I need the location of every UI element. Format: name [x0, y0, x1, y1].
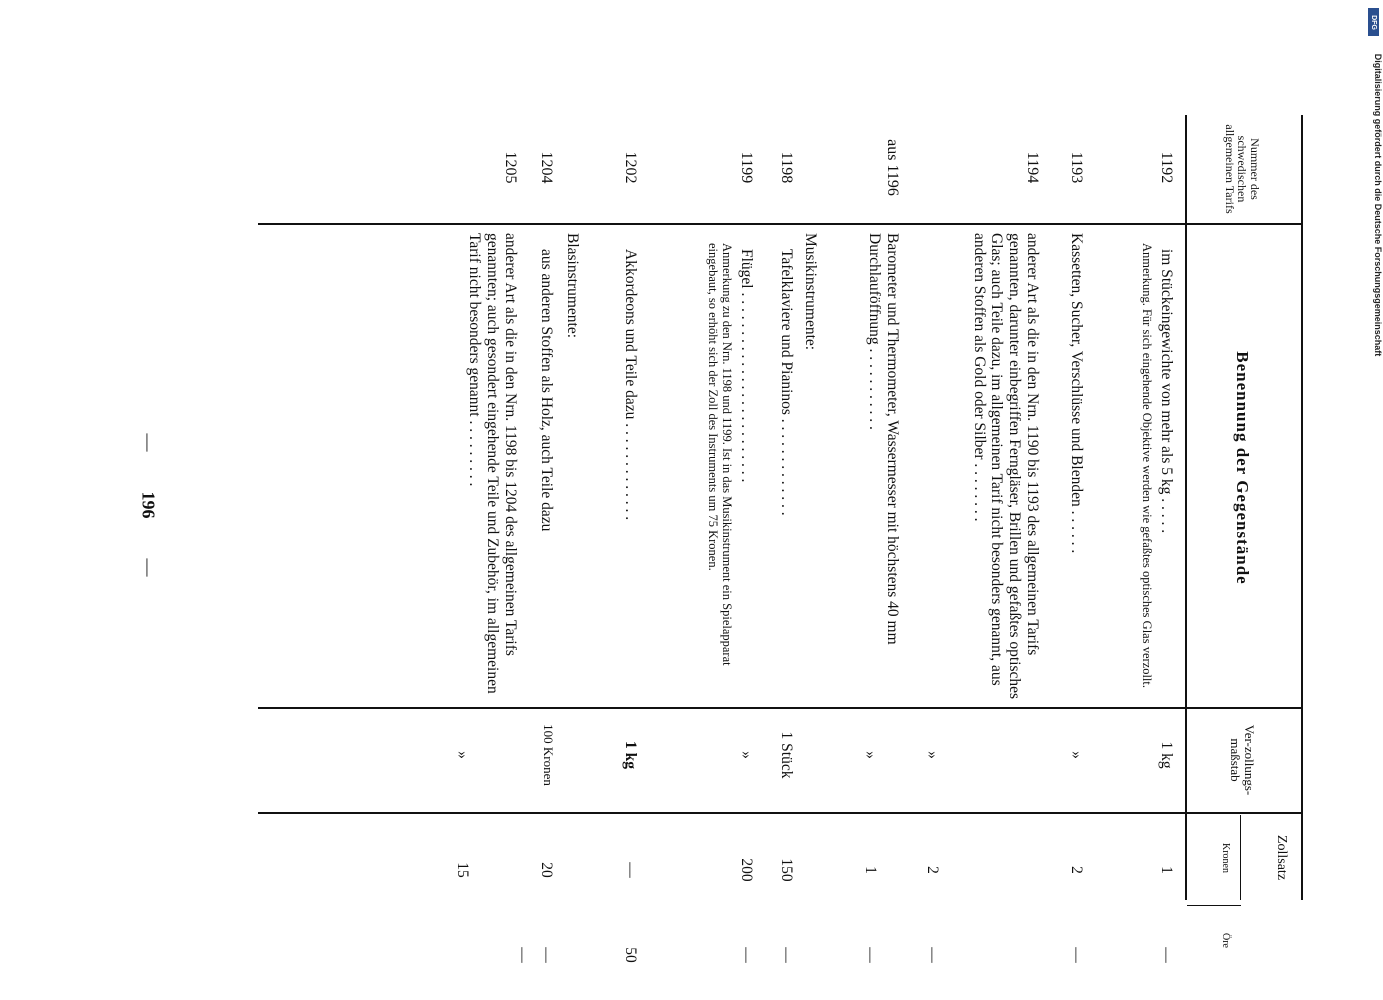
row-mass: »	[1068, 751, 1085, 759]
row-kronen: 20	[538, 862, 555, 878]
col-rule-3	[258, 812, 1303, 814]
row-desc: anderer Art als die in den Nrn. 1198 bis 1204 des allgemeinen Tarifs genannten; auch gesondert eingehende Teile und Zubehör, im allgemeinen Tarif nicht besonders genannt . . . . . . . . .	[466, 233, 519, 694]
row-note: Anmerkung. Für sich eingehende Objektive werden wie gefaßtes optisches Glas verzollt.	[1140, 243, 1155, 689]
header-dash-right: —	[138, 558, 159, 577]
row-kronen: 2	[1068, 866, 1085, 874]
row-desc	[706, 233, 755, 703]
row-mass: »	[862, 751, 879, 759]
row-desc: Barometer und Thermometer, Wassermesser mit höchstens 40 mm Durchlauföffnung . . . . . . . . . . .	[866, 233, 901, 645]
row-kronen: 2	[924, 866, 941, 874]
row-kronen: 150	[778, 858, 795, 882]
row-desc: Akkordeons und Teile dazu . . . . . . . . . . . . .	[622, 249, 639, 521]
row-mass: »	[924, 751, 941, 759]
row-note: Anmerkung zu den Nrn. 1198 und 1199. Ist in das Musikinstrument ein Spielapparat eingebaut, so erhöht sich der Zoll des Instruments um 75 Kronen.	[706, 243, 735, 666]
funding-credit: Digitalisierung gefördert durch die Deutsche Forschungsgemeinschaft	[1373, 53, 1383, 357]
row-ore: —	[514, 947, 531, 963]
header-dash-left: —	[138, 433, 159, 452]
row-nr: 1198	[778, 151, 795, 184]
row-nr: aus 1196	[884, 139, 901, 196]
row-mass: 1 kg	[622, 741, 639, 769]
row-ore: —	[538, 947, 555, 963]
row-nr: 1193	[1068, 151, 1085, 184]
page-number: 196	[138, 491, 159, 519]
row-ore: —	[738, 947, 755, 963]
row-ore: —	[924, 947, 941, 963]
row-kronen: 1	[862, 866, 879, 874]
row-nr: 1199	[738, 151, 755, 184]
row-desc: Tafelklaviere und Pianinos . . . . . . . . . . . . .	[778, 249, 795, 516]
header-zollsatz: Zollsatz	[1274, 834, 1289, 881]
header-mass: Ver-zollungs-maßstab	[1228, 724, 1257, 796]
row-nr: 1205	[502, 151, 519, 184]
row-kronen: —	[622, 862, 639, 878]
row-kronen: 15	[454, 862, 471, 878]
header-nr: Nummer des schwedischen allgemeinen Tarifs	[1222, 124, 1262, 214]
row-ore: —	[1158, 947, 1175, 963]
header-kronen: Kronen	[1220, 843, 1231, 873]
section-heading-text: Musikinstrumente:	[802, 233, 819, 351]
row-mass: 1 Stück	[778, 731, 795, 779]
row-kronen: 200	[738, 858, 755, 882]
row-ore: —	[862, 947, 879, 963]
tariff-table-rotated	[258, 115, 1303, 963]
row-desc-text: Flügel . . . . . . . . . . . . . . . . . . . . . . . . .	[738, 249, 755, 483]
row-desc	[1140, 233, 1175, 703]
row-nr: 1194	[1024, 151, 1041, 184]
row-nr: 1192	[1158, 151, 1175, 184]
dfg-logo	[1368, 8, 1379, 36]
row-mass: »	[454, 751, 471, 759]
row-ore: —	[1068, 947, 1085, 963]
header-ore: Öre	[1220, 933, 1231, 948]
col-rule-1	[258, 223, 1303, 225]
row-mass: 100 Kronen	[541, 724, 556, 786]
header-zollsatz-group	[1187, 815, 1303, 948]
row-nr: 1202	[622, 151, 639, 184]
section-heading-text: Blasinstrumente:	[564, 233, 581, 339]
row-nr: 1204	[538, 151, 555, 184]
row-desc: aus anderen Stoffen als Holz, auch Teile dazu	[538, 249, 555, 532]
row-desc: anderer Art als die in den Nrn. 1190 bis 1193 des allgemeinen Tarifs genannten, darunter einbegriffen Ferngläser, Brillen und gefaßtes optisches Glas; auch Teile dazu, im allgemeinen Tarif nicht besonders genannt, aus anderen Stoffen als Gold oder Silber . . . . . . . .	[970, 233, 1041, 700]
row-desc-text: im Stückeingewichte von mehr als 5 kg . . . . .	[1158, 249, 1175, 534]
top-rule	[1301, 115, 1303, 900]
row-ore: 50	[622, 947, 639, 963]
header-desc: Benennung der Gegenstände	[1232, 351, 1252, 585]
row-mass: »	[738, 751, 755, 759]
row-ore: —	[778, 947, 795, 963]
row-desc: Kassetten, Sucher, Verschlüsse und Blenden . . . . . .	[1068, 233, 1085, 554]
col-rule-4	[1187, 905, 1241, 906]
row-kronen: 1	[1158, 866, 1175, 874]
dfg-logo-text: DFG	[1370, 14, 1377, 30]
row-mass: 1 kg	[1158, 741, 1175, 769]
tariff-table	[258, 115, 1303, 963]
page-header	[138, 434, 159, 577]
